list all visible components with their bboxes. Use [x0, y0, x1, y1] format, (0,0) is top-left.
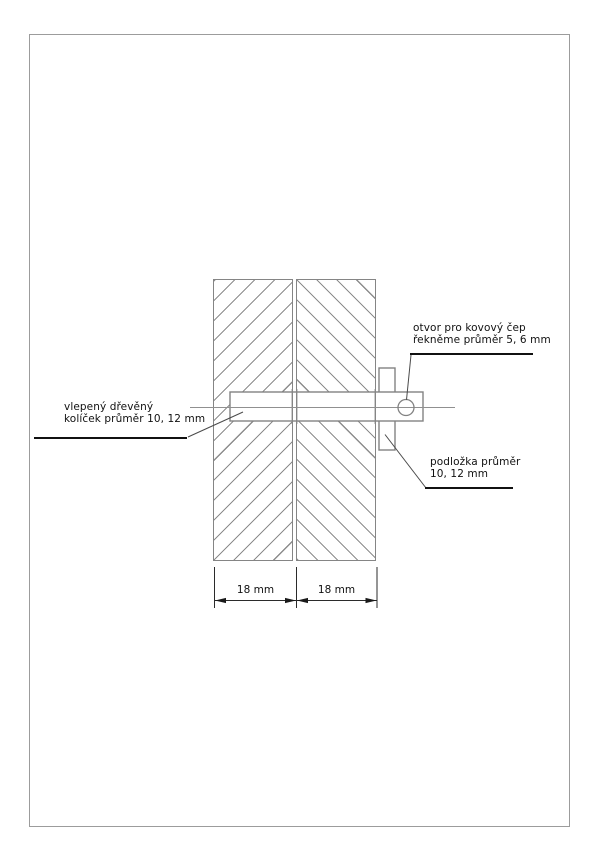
- arrowhead-left-dim-right: [285, 598, 296, 603]
- arrowhead-left-dim-left: [215, 598, 226, 603]
- washer-label-line2: 10, 12 mm: [430, 468, 489, 481]
- washer-label-line1: podložka průměr: [430, 456, 521, 468]
- hole-label: [413, 322, 551, 347]
- washer-leader-line: [385, 435, 426, 489]
- arrowhead-right-dim-left: [297, 598, 308, 603]
- wooden-dowel: [230, 392, 423, 421]
- washer-label: [430, 456, 520, 481]
- dimension-text-right: 18 mm: [317, 584, 356, 596]
- dowel-label-line2: kolíček průměr 10, 12 mm: [64, 413, 206, 426]
- hole-label-line2: řekněme průměr 5, 6 mm: [413, 334, 551, 347]
- arrowhead-right-dim-right: [366, 598, 377, 603]
- hole-label-line1: otvor pro kovový čep: [413, 322, 526, 334]
- dowel-label-line1: vlepený dřevěný: [64, 401, 154, 413]
- washer-label-underline: [425, 487, 513, 489]
- hole-label-underline: [410, 353, 533, 355]
- dowel-label-underline: [34, 437, 187, 439]
- dimension-text-left: 18 mm: [236, 584, 275, 596]
- dowel-label: [64, 401, 205, 426]
